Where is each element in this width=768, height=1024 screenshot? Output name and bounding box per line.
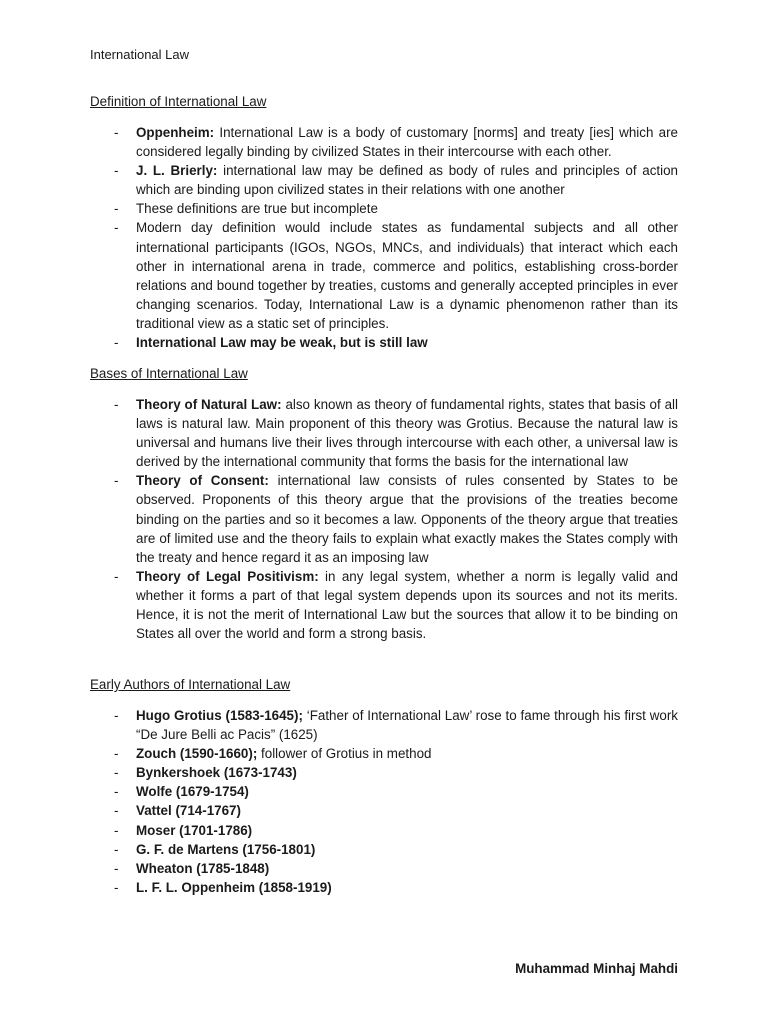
section-heading: Bases of International Law (90, 366, 248, 381)
list-item (90, 471, 678, 566)
item-bold-lead: Bynkershoek (1673-1743) (136, 765, 297, 781)
item-bold-lead: Wheaton (1785-1848) (136, 860, 270, 876)
list-item (90, 123, 678, 161)
section-bases (90, 366, 678, 643)
list-item (90, 821, 678, 840)
list-item (90, 801, 678, 820)
list-item (90, 395, 678, 471)
item-bold-lead: International Law may be weak, but is still law (136, 335, 428, 351)
list-item (90, 782, 678, 801)
item-bold-lead: L. F. L. Oppenheim (1858-1919) (136, 879, 332, 895)
list-item (90, 763, 678, 782)
list-item (90, 840, 678, 859)
bullet-list (90, 395, 678, 643)
item-bold-lead: Zouch (1590-1660); (136, 746, 258, 762)
list-item (90, 859, 678, 878)
item-bold-lead: Hugo Grotius (1583-1645); (136, 708, 303, 723)
item-bold-lead: Vattel (714-1767) (136, 803, 241, 819)
item-bold-lead: Theory of Consent: (136, 473, 269, 489)
item-bold-lead: G. F. de Martens (1756-1801) (136, 841, 316, 857)
page-header: International Law (90, 47, 190, 62)
list-item (90, 218, 678, 333)
author-footer: Muhammad Minhaj Mahdi (515, 961, 678, 976)
item-bold-lead: Theory of Natural Law: (136, 397, 282, 412)
list-item (90, 199, 678, 218)
item-bold-lead: Oppenheim: (136, 125, 215, 140)
item-text: follower of Grotius in method (257, 746, 432, 762)
bullet-list (90, 706, 678, 897)
section-definition (90, 94, 678, 352)
section-heading: Early Authors of International Law (90, 677, 291, 692)
section-early-authors (90, 677, 678, 897)
item-bold-lead: Moser (1701-1786) (136, 822, 253, 838)
item-bold-lead: Wolfe (1679-1754) (136, 784, 249, 800)
item-text: ‘Father of International Law’ rose to fame through his first work “De Jure Belli ac Pacis” (1625) (136, 708, 678, 743)
bullet-list (90, 123, 678, 352)
item-text: international law consists of rules consented by States to be observed. Proponents of this theory argue that the provisions of the treaties become binding on the parties and so it becomes a law. Opponents of the theory argue that treaties are of limited use and the theory fails to explain what exactly makes the States comply with the treaty and hence regard it as an imposing law (136, 473, 678, 565)
item-bold-lead: Theory of Legal Positivism: (136, 568, 319, 584)
item-text: also known as theory of fundamental rights, states that basis of all laws is natural law. Main proponent of this theory was Grotius. Because the natural law is universal and humans live their lives through intercourse with each other, a universal law is derived by the international community that forms the basis for the international law (136, 397, 678, 470)
list-item (90, 706, 678, 744)
item-text: International Law is a body of customary [norms] and treaty [ies] which are considered legally binding by civilized States in their intercourse with each other. (136, 125, 678, 160)
list-item (90, 744, 678, 763)
item-text: Modern day definition would include states as fundamental subjects and all other international participants (IGOs, NGOs, MNCs, and individuals) that interact which each other in international arena in trade, commerce and politics, establishing cross-border relations and bound together by treaties, customs and generally accepted principles in ever changing scenarios. Today, International Law is a dynamic phenomenon rather than its traditional view as a static set of principles. (136, 220, 678, 331)
item-bold-lead: J. L. Brierly: (136, 163, 218, 179)
item-text: These definitions are true but incomplete (136, 201, 378, 217)
list-item (90, 567, 678, 643)
section-heading: Definition of International Law (90, 94, 267, 109)
list-item (90, 333, 678, 352)
list-item (90, 161, 678, 199)
item-text: international law may be defined as body of rules and principles of action which are binding upon civilized states in their relations with one another (136, 163, 678, 198)
item-text: in any legal system, whether a norm is legally valid and whether it forms a part of that legal system depends upon its sources and not its merits. Hence, it is not the merit of International Law but the sources that allow it to be binding on States all over the world and form a strong basis. (136, 568, 678, 642)
list-item (90, 878, 678, 897)
